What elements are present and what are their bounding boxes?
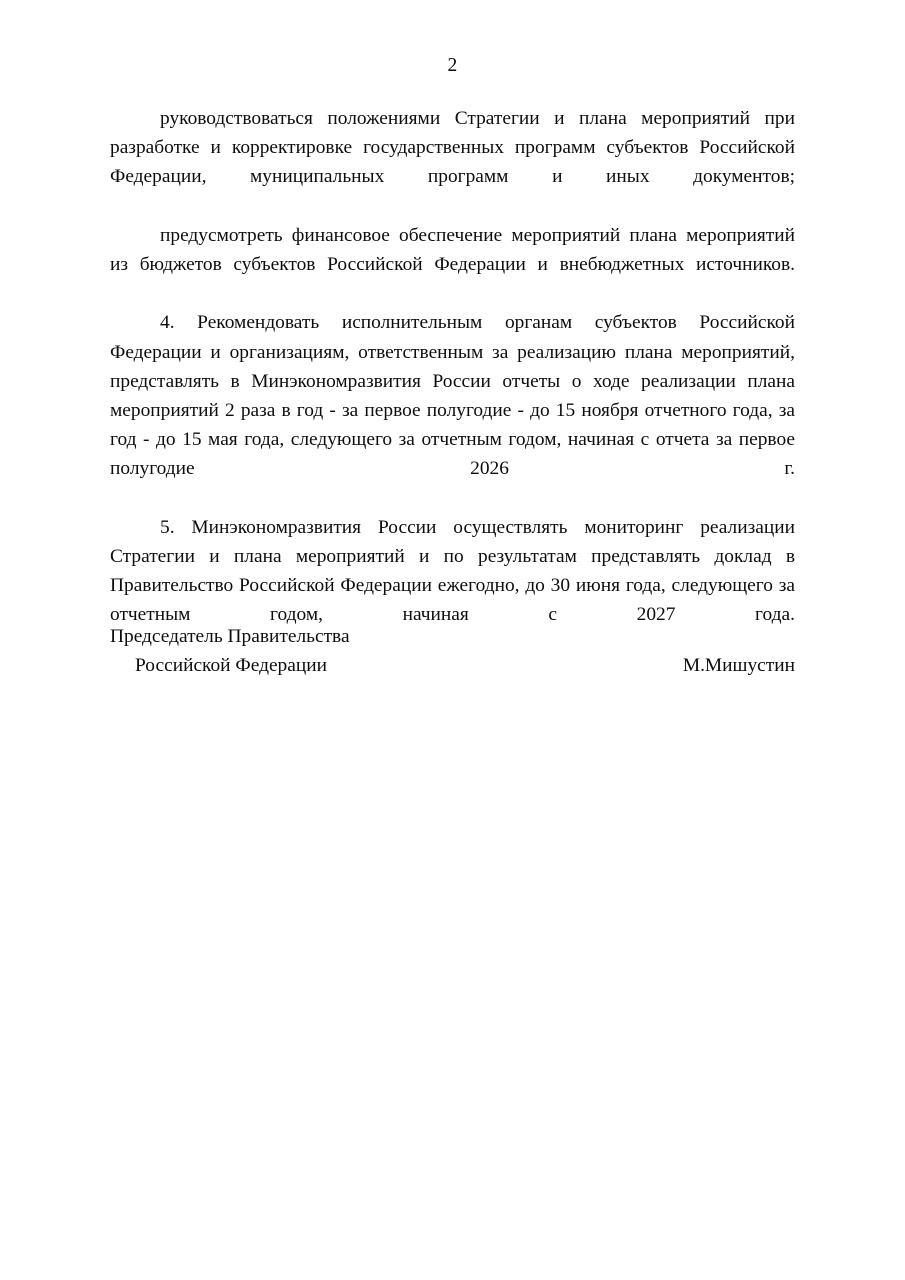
signatory-title (110, 622, 350, 680)
page-number: 2 (447, 55, 458, 76)
signatory-title-line-2: Российской Федерации (135, 655, 327, 677)
paragraph-funding: предусмотреть финансовое обеспечение мероприятий плана мероприятий из бюджетов субъектов Российской Федерации и внебюджетных источников. (110, 224, 795, 276)
paragraph-item-5: 5. Минэкономразвития России осуществлять мониторинг реализации Стратегии и плана мероприятий и по результатам представлять доклад в Правительство Российской Федерации ежегодно, до 30 июня года, следующего за отчетным годом, начиная с 2027 года. (110, 516, 795, 626)
paragraph-guidance: руководствоваться положениями Стратегии и плана мероприятий при разработке и корректировке государственных программ субъектов Российской Федерации, муниципальных программ и иных документов; (110, 108, 795, 188)
document-body (110, 104, 795, 659)
paragraph-item-4: 4. Рекомендовать исполнительным органам субъектов Российской Федерации и организациям, ответственным за реализацию плана мероприятий, представлять в Минэкономразвития России отчеты о ходе реализации плана мероприятий 2 раза в год - за первое полугодие - до 15 ноября отчетного года, за год - до 15 мая года, следующего за отчетным годом, начиная с отчета за первое полугодие 2026 г. (110, 312, 795, 480)
signature-block (110, 622, 795, 680)
signatory-title-line-1: Председатель Правительства (110, 626, 350, 647)
signatory-name: М.Мишустин (682, 655, 795, 677)
signature-row (110, 622, 795, 680)
